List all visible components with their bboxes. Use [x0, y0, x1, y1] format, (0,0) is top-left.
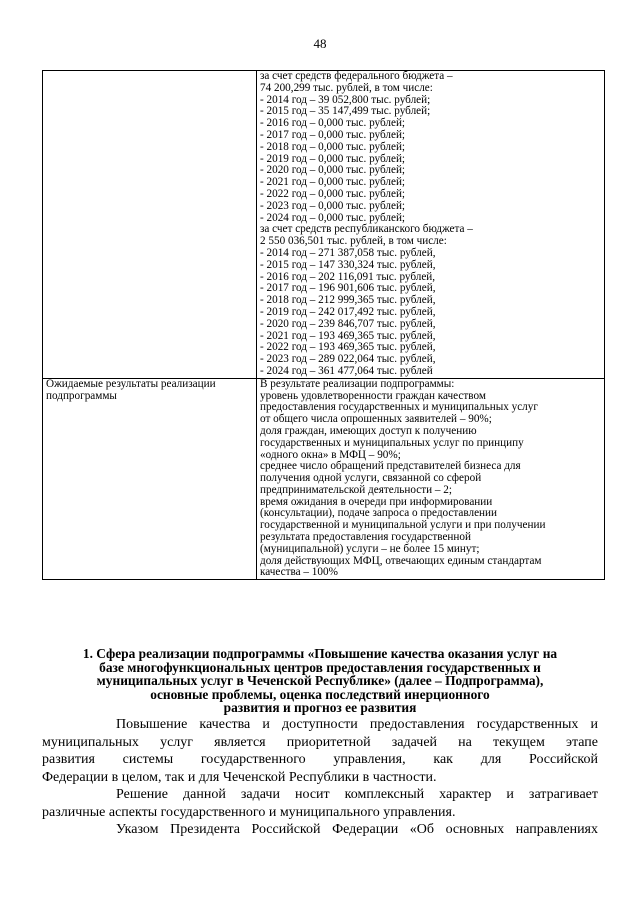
table-cell-line: 2 550 036,501 тыс. рублей, в том числе:: [260, 235, 447, 248]
paragraph-line: Решение данной задачи носит комплексный характер и затрагивает: [116, 787, 598, 802]
table-cell-line: за счет средств республиканского бюджета –: [260, 223, 473, 236]
table-cell-line: (консультации), подаче запроса о предоставлении: [260, 507, 497, 520]
section-heading-line: базе многофункциональных центров предоставления государственных и: [99, 659, 541, 675]
table-cell-line: результата предоставления государственной: [260, 531, 471, 544]
paragraph-line: муниципальных услуг является приоритетной задачей на текущем этапе: [42, 734, 598, 750]
section-heading-line: развития и прогноз ее развития: [223, 700, 417, 716]
body-text: [42, 716, 598, 839]
table-cell-line: - 2014 год – 271 387,058 тыс. рублей,: [260, 246, 436, 259]
table-cell-line: - 2020 год – 0,000 тыс. рублей;: [260, 164, 406, 177]
table-cell-line: 74 200,299 тыс. рублей, в том числе:: [260, 81, 433, 94]
table-cell-label-empty: [43, 71, 257, 379]
paragraph-line: Повышение качества и доступности предоставления государственных и: [116, 717, 598, 732]
passport-table: [42, 70, 605, 580]
page-number: 48: [313, 36, 327, 51]
table-cell-line: - 2024 год – 361 477,064 тыс. рублей: [260, 364, 433, 377]
table-cell-line: предпринимательской деятельности – 2;: [260, 483, 452, 496]
table-cell-label-expected-results: [43, 378, 257, 580]
table-cell-line: получения одной услуги, связанной со сферой: [260, 472, 482, 485]
paragraph-line: Указом Президента Российской Федерации «Об основных направлениях: [116, 822, 598, 837]
table-cell-line: «одного окна» в МФЦ – 90%;: [260, 448, 401, 461]
table-cell-line: - 2018 год – 0,000 тыс. рублей;: [260, 140, 406, 153]
table-cell-line: - 2021 год – 193 469,365 тыс. рублей,: [260, 329, 436, 342]
table-cell-line: - 2024 год – 0,000 тыс. рублей;: [260, 211, 406, 224]
table-cell-line: за счет средств федерального бюджета –: [260, 70, 453, 82]
table-cell-line: - 2018 год – 212 999,365 тыс. рублей,: [260, 294, 436, 307]
paragraph: [42, 786, 598, 821]
table-cell-line: - 2014 год – 39 052,800 тыс. рублей;: [260, 93, 431, 106]
table-cell-line: качества – 100%: [260, 566, 338, 579]
table-cell-line: - 2022 год – 0,000 тыс. рублей;: [260, 187, 406, 200]
table-cell-line: доля действующих МФЦ, отвечающих единым стандартам: [260, 554, 542, 567]
paragraph: [42, 821, 598, 839]
section-heading-line: основные проблемы, оценка последствий инерционного: [150, 686, 490, 702]
table-cell-line: - 2019 год – 242 017,492 тыс. рублей,: [260, 305, 436, 318]
paragraph: [42, 716, 598, 786]
section-heading-line: 1. Сфера реализации подпрограммы «Повышение качества оказания услуг на: [82, 646, 558, 661]
table-cell-line: предоставления государственных и муниципальных услуг: [260, 401, 538, 414]
table-cell-line: - 2016 год – 202 116,091 тыс. рублей,: [260, 270, 436, 283]
table-label-line: Ожидаемые результаты реализации: [46, 377, 216, 390]
table-cell-line: - 2016 год – 0,000 тыс. рублей;: [260, 117, 406, 130]
table-cell-line: - 2020 год – 239 846,707 тыс. рублей,: [260, 317, 436, 330]
table-cell-line: (муниципальной) услуги – не более 15 минут;: [260, 542, 480, 555]
table-cell-line: - 2022 год – 193 469,365 тыс. рублей,: [260, 341, 436, 354]
table-cell-line: уровень удовлетворенности граждан качеством: [260, 389, 486, 402]
table-cell-line: - 2023 год – 289 022,064 тыс. рублей,: [260, 353, 436, 366]
table-cell-line: - 2015 год – 35 147,499 тыс. рублей;: [260, 105, 431, 118]
table-cell-line: - 2015 год – 147 330,324 тыс. рублей,: [260, 258, 436, 271]
table-cell-line: доля граждан, имеющих доступ к получению: [260, 424, 477, 437]
table-label-line: подпрограммы: [46, 389, 117, 402]
section-heading-line: муниципальных услуг в Чеченской Республике» (далее – Подпрограмма),: [96, 673, 544, 689]
paragraph-line: различные аспекты государственного и муниципального управления.: [42, 804, 456, 820]
table-cell-line: государственной и муниципальной услуги и при получении: [260, 519, 546, 532]
table-cell-line: В результате реализации подпрограммы:: [260, 377, 455, 390]
paragraph-line: развития системы государственного управления, как для Российской: [42, 752, 598, 767]
table-cell-line: среднее число обращений представителей бизнеса для: [260, 460, 521, 473]
table-cell-line: - 2017 год – 0,000 тыс. рублей;: [260, 128, 406, 141]
table-cell-expected-results: [257, 378, 605, 580]
table-cell-line: - 2023 год – 0,000 тыс. рублей;: [260, 199, 406, 212]
table-cell-line: государственных и муниципальных услуг по принципу: [260, 436, 524, 449]
table-cell-line: - 2017 год – 196 901,606 тыс. рублей,: [260, 282, 436, 295]
table-cell-line: - 2019 год – 0,000 тыс. рублей;: [260, 152, 406, 165]
table-row-expected-results: [43, 378, 605, 580]
table-cell-funding: [257, 71, 605, 379]
paragraph-line: Федерации в целом, так и для Чеченской Республики в частности.: [42, 769, 437, 785]
table-cell-line: время ожидания в очереди при информировании: [260, 495, 493, 508]
table-cell-line: от общего числа опрошенных заявителей – 90%;: [260, 413, 492, 426]
table-row-funding: [43, 71, 605, 379]
table-cell-line: - 2021 год – 0,000 тыс. рублей;: [260, 176, 406, 189]
section-heading: [42, 647, 598, 715]
